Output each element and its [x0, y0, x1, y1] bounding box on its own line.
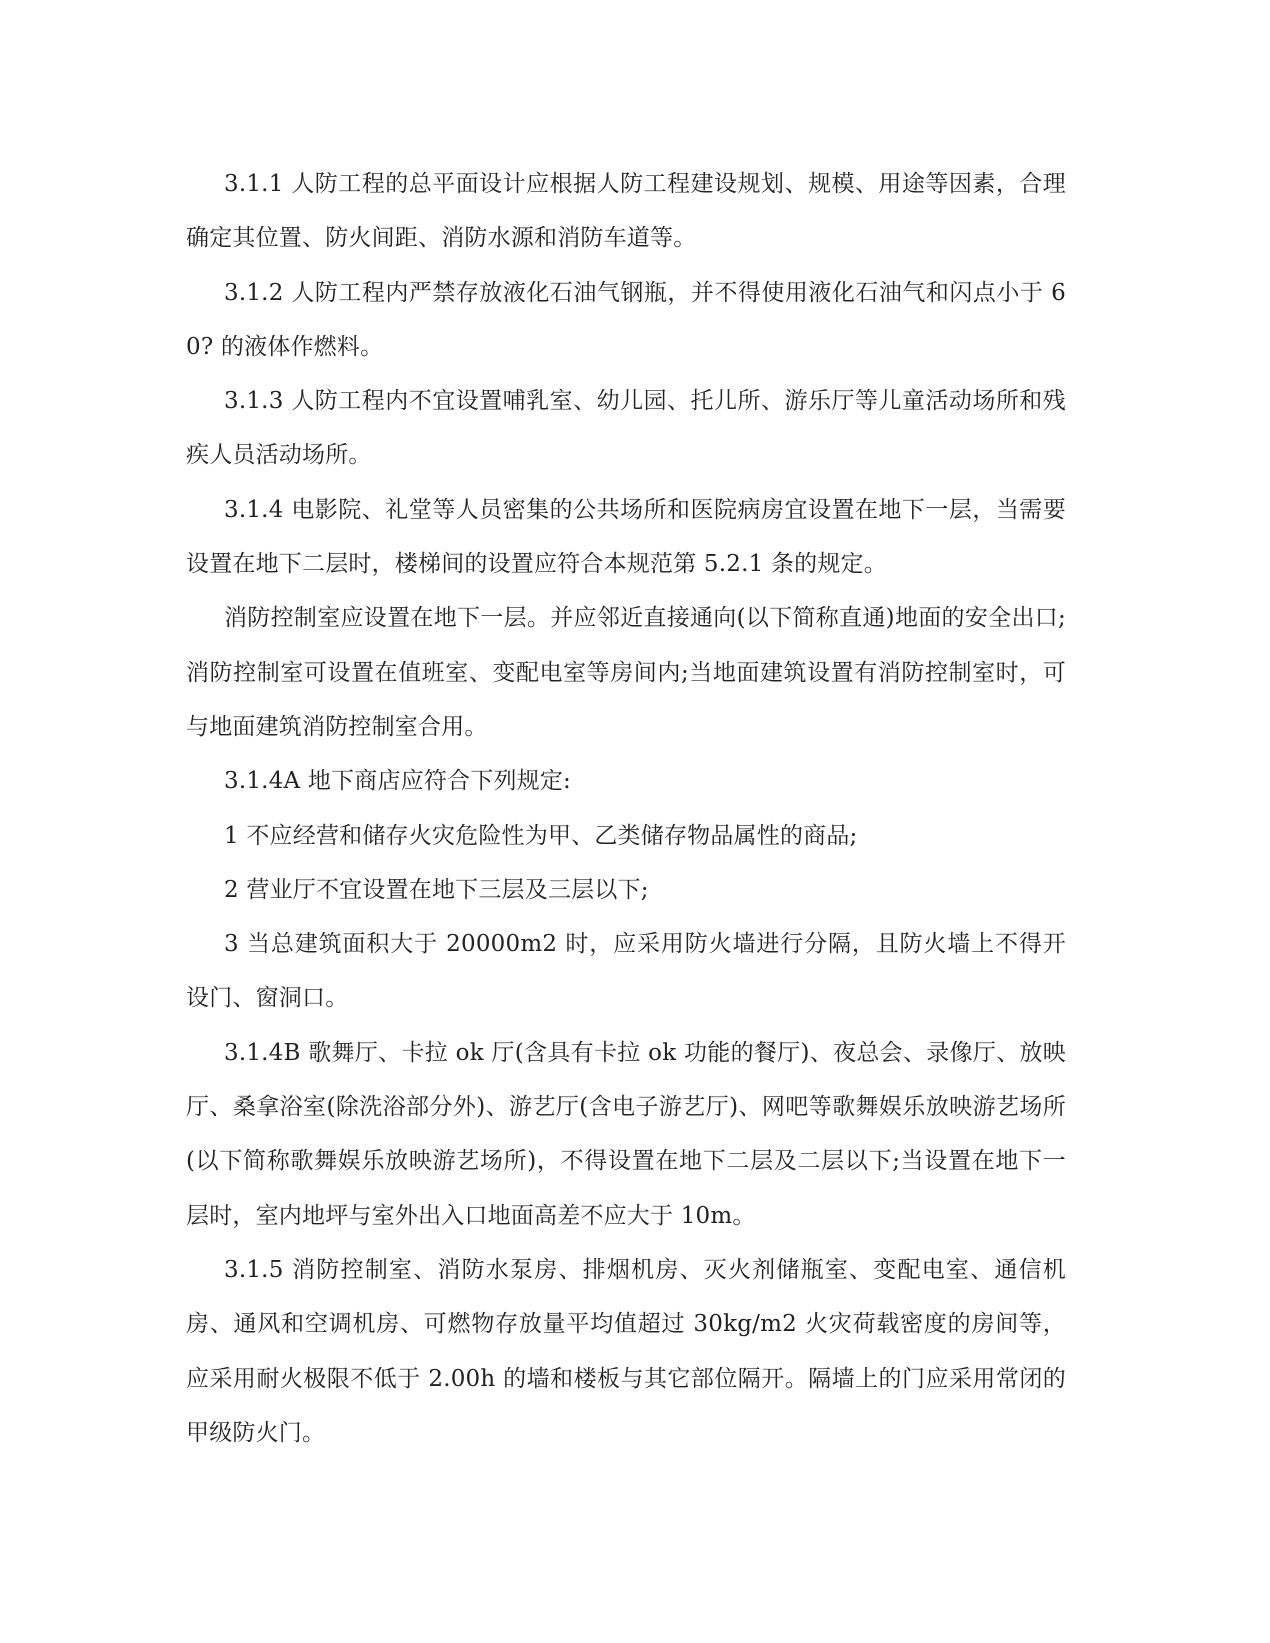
paragraph-3-1-1: 3.1.1 人防工程的总平面设计应根据人防工程建设规划、规模、用途等因素，合理确定其位置、防火间距、消防水源和消防车道等。 — [186, 171, 1066, 252]
paragraph-3-1-4a: 3.1.4A 地下商店应符合下列规定: — [224, 768, 571, 795]
list-item-1: 1 不应经营和储存火灾危险性为甲、乙类储存物品属性的商品; — [224, 822, 858, 849]
paragraph-3-1-3: 3.1.3 人防工程内不宜设置哺乳室、幼儿园、托儿所、游乐厅等儿童活动场所和残疾人员活动场所。 — [186, 388, 1066, 469]
list-item-2: 2 营业厅不宜设置在地下三层及三层以下; — [224, 876, 649, 903]
paragraph-3-1-4: 3.1.4 电影院、礼堂等人员密集的公共场所和医院病房宜设置在地下一层，当需要设置在地下二层时，楼梯间的设置应符合本规范第 5.2.1 条的规定。 — [186, 496, 1066, 578]
document-body — [186, 157, 1066, 1460]
paragraph-fire-control-room: 消防控制室应设置在地下一层。并应邻近直接通向(以下简称直通)地面的安全出口;消防控制室可设置在值班室、变配电室等房间内;当地面建筑设置有消防控制室时，可与地面建筑消防控制室合用。 — [186, 605, 1066, 740]
paragraph-3-1-5: 3.1.5 消防控制室、消防水泵房、排烟机房、灭火剂储瓶室、变配电室、通信机房、通风和空调机房、可燃物存放量平均值超过 30kg/m2 火灾荷载密度的房间等，应采用耐火极限不低于 2.00h 的墙和楼板与其它部位隔开。隔墙上的门应采用常闭的甲级防火门。 — [186, 1256, 1066, 1446]
paragraph-3-1-2: 3.1.2 人防工程内严禁存放液化石油气钢瓶，并不得使用液化石油气和闪点小于 60? 的液体作燃料。 — [186, 279, 1066, 360]
paragraph-3-1-4b: 3.1.4B 歌舞厅、卡拉 ok 厅(含具有卡拉 ok 功能的餐厅)、夜总会、录像厅、放映厅、桑拿浴室(除洗浴部分外)、游艺厅(含电子游艺厅)、网吧等歌舞娱乐放映游艺场所(以下简称歌舞娱乐放映游艺场所)，不得设置在地下二层及二层以下;当设置在地下一层时，室内地坪与室外出入口地面高差不应大于 10m。 — [186, 1039, 1066, 1229]
list-item-3: 3 当总建筑面积大于 20000m2 时，应采用防火墙进行分隔，且防火墙上不得开设门、窗洞口。 — [186, 931, 1066, 1012]
